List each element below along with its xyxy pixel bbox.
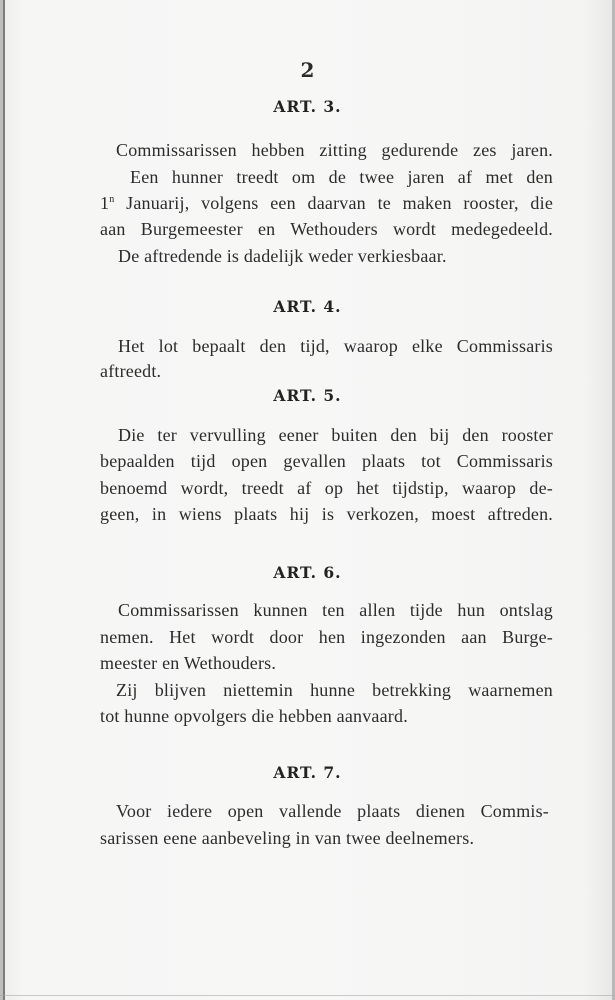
text-line: aan Burgemeester en Wethouders wordt medegedeeld. [100,219,553,239]
text-line: Zij blijven niettemin hunne betrekking waarnemen [116,680,553,700]
text-line: Commissarissen hebben zitting gedurende zes jaren. [116,140,553,160]
text-line: Die ter vervulling eener buiten den bij den rooster [118,425,553,445]
article-heading-5: ART. 5. [273,386,342,405]
text-line: De aftredende is dadelijk weder verkiesbaar. [118,246,447,266]
text-line: bepaalden tijd open gevallen plaats tot Commissaris [100,451,553,471]
page-edge-bottom [0,995,615,996]
article-heading-7: ART. 7. [273,763,342,782]
text-line: Commissarissen kunnen ten allen tijde hun ontslag [118,600,553,620]
ordinal-number: 1 [100,193,110,213]
text-line: aftreedt. [100,361,162,381]
article-heading-6: ART. 6. [273,563,342,582]
text-line: Een hunner treedt om de twee jaren af met den [130,167,553,187]
text-line: Januarij, volgens een daarvan te maken rooster, die [126,193,554,213]
ordinal-superscript: n [109,194,115,205]
text-line: meester en Wethouders. [100,653,277,673]
text-line: benoemd wordt, treedt af op het tijdstip, waarop de- [100,478,553,498]
text-line: Het lot bepaalt den tijd, waarop elke Commissaris [118,336,553,356]
page-edge-left [3,0,5,1000]
text-line: sarissen eene aanbeveling in van twee deelnemers. [100,828,475,848]
page-number: 2 [300,58,315,82]
text-line: nemen. Het wordt door hen ingezonden aan Burge- [100,627,553,647]
text-line: geen, in wiens plaats hij is verkozen, moest aftreden. [100,504,553,524]
article-heading-3: ART. 3. [273,97,342,116]
text-line-ordinal [100,193,553,214]
article-heading-4: ART. 4. [273,297,342,316]
text-line: tot hunne opvolgers die hebben aanvaard. [100,706,408,726]
text-line: Voor iedere open vallende plaats dienen Commis- [116,801,549,821]
